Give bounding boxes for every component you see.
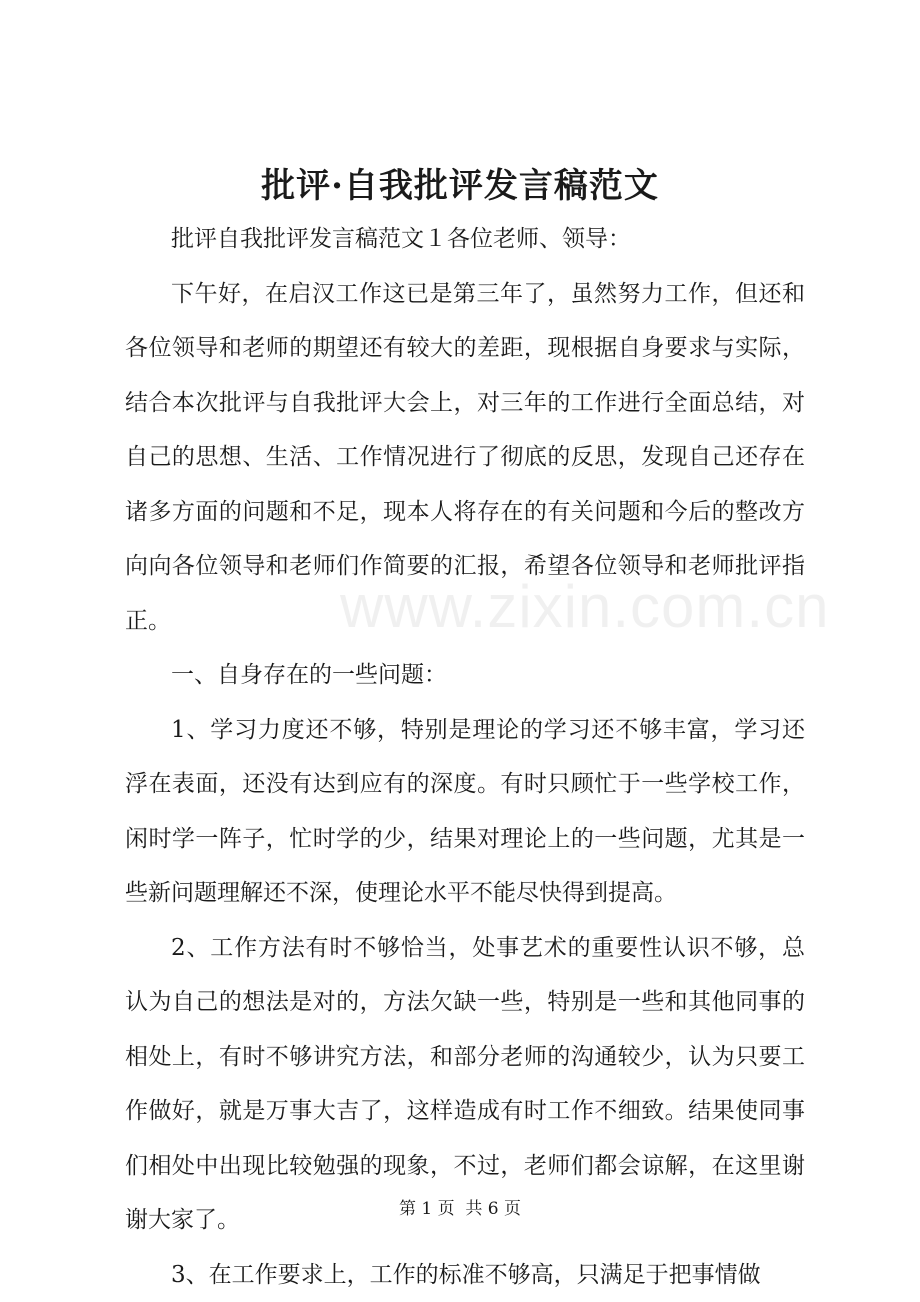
watermark-text: www.zixin.com.cn [340,573,830,640]
paragraph-item-1: 1、学习力度还不够，特别是理论的学习还不够丰富，学习还浮在表面，还没有达到应有的深度。有时只顾忙于一些学校工作，闲时学一阵子，忙时学的少，结果对理论上的一些问题，尤其是一些新问题理解还不深，使理论水平不能尽快得到提高。 [125,716,805,906]
paragraph-item-3: 3、在工作要求上，工作的标准不够高，只满足于把事情做 [171,1261,761,1288]
paragraph-intro: 下午好，在启汉工作这已是第三年了，虽然努力工作，但还和各位领导和老师的期望还有较大的差距，现根据自身要求与实际，结合本次批评与自我批评大会上，对三年的工作进行全面总结，对自己的思想、生活、工作情况进行了彻底的反思，发现自己还存在诸多方面的问题和不足，现本人将存在的有关问题和今后的整改方向向各位领导和老师们作简要的汇报，希望各位领导和老师批评指正。 [125,280,805,634]
paragraph-greeting: 批评自我批评发言稿范文１各位老师、领导： [171,226,631,252]
page-total: 共 6 页 [465,1199,522,1219]
page-footer [0,1197,920,1221]
page-number: 第 1 页 [398,1199,455,1219]
paragraph-item-2: 2、工作方法有时不够恰当，处事艺术的重要性认识不够，总认为自己的想法是对的，方法欠缺一些，特别是一些和其他同事的相处上，有时不够讲究方法，和部分老师的沟通较少，认为只要工作做好，就是万事大吉了，这样造成有时工作不细致。结果使同事们相处中出现比较勉强的现象，不过，老师们都会谅解，在这里谢谢大家了。 [125,934,805,1233]
document-body [125,212,805,1302]
section-heading: 一、自身存在的一些问题： [171,662,447,688]
document-title: 批评·自我批评发言稿范文 [261,166,659,206]
